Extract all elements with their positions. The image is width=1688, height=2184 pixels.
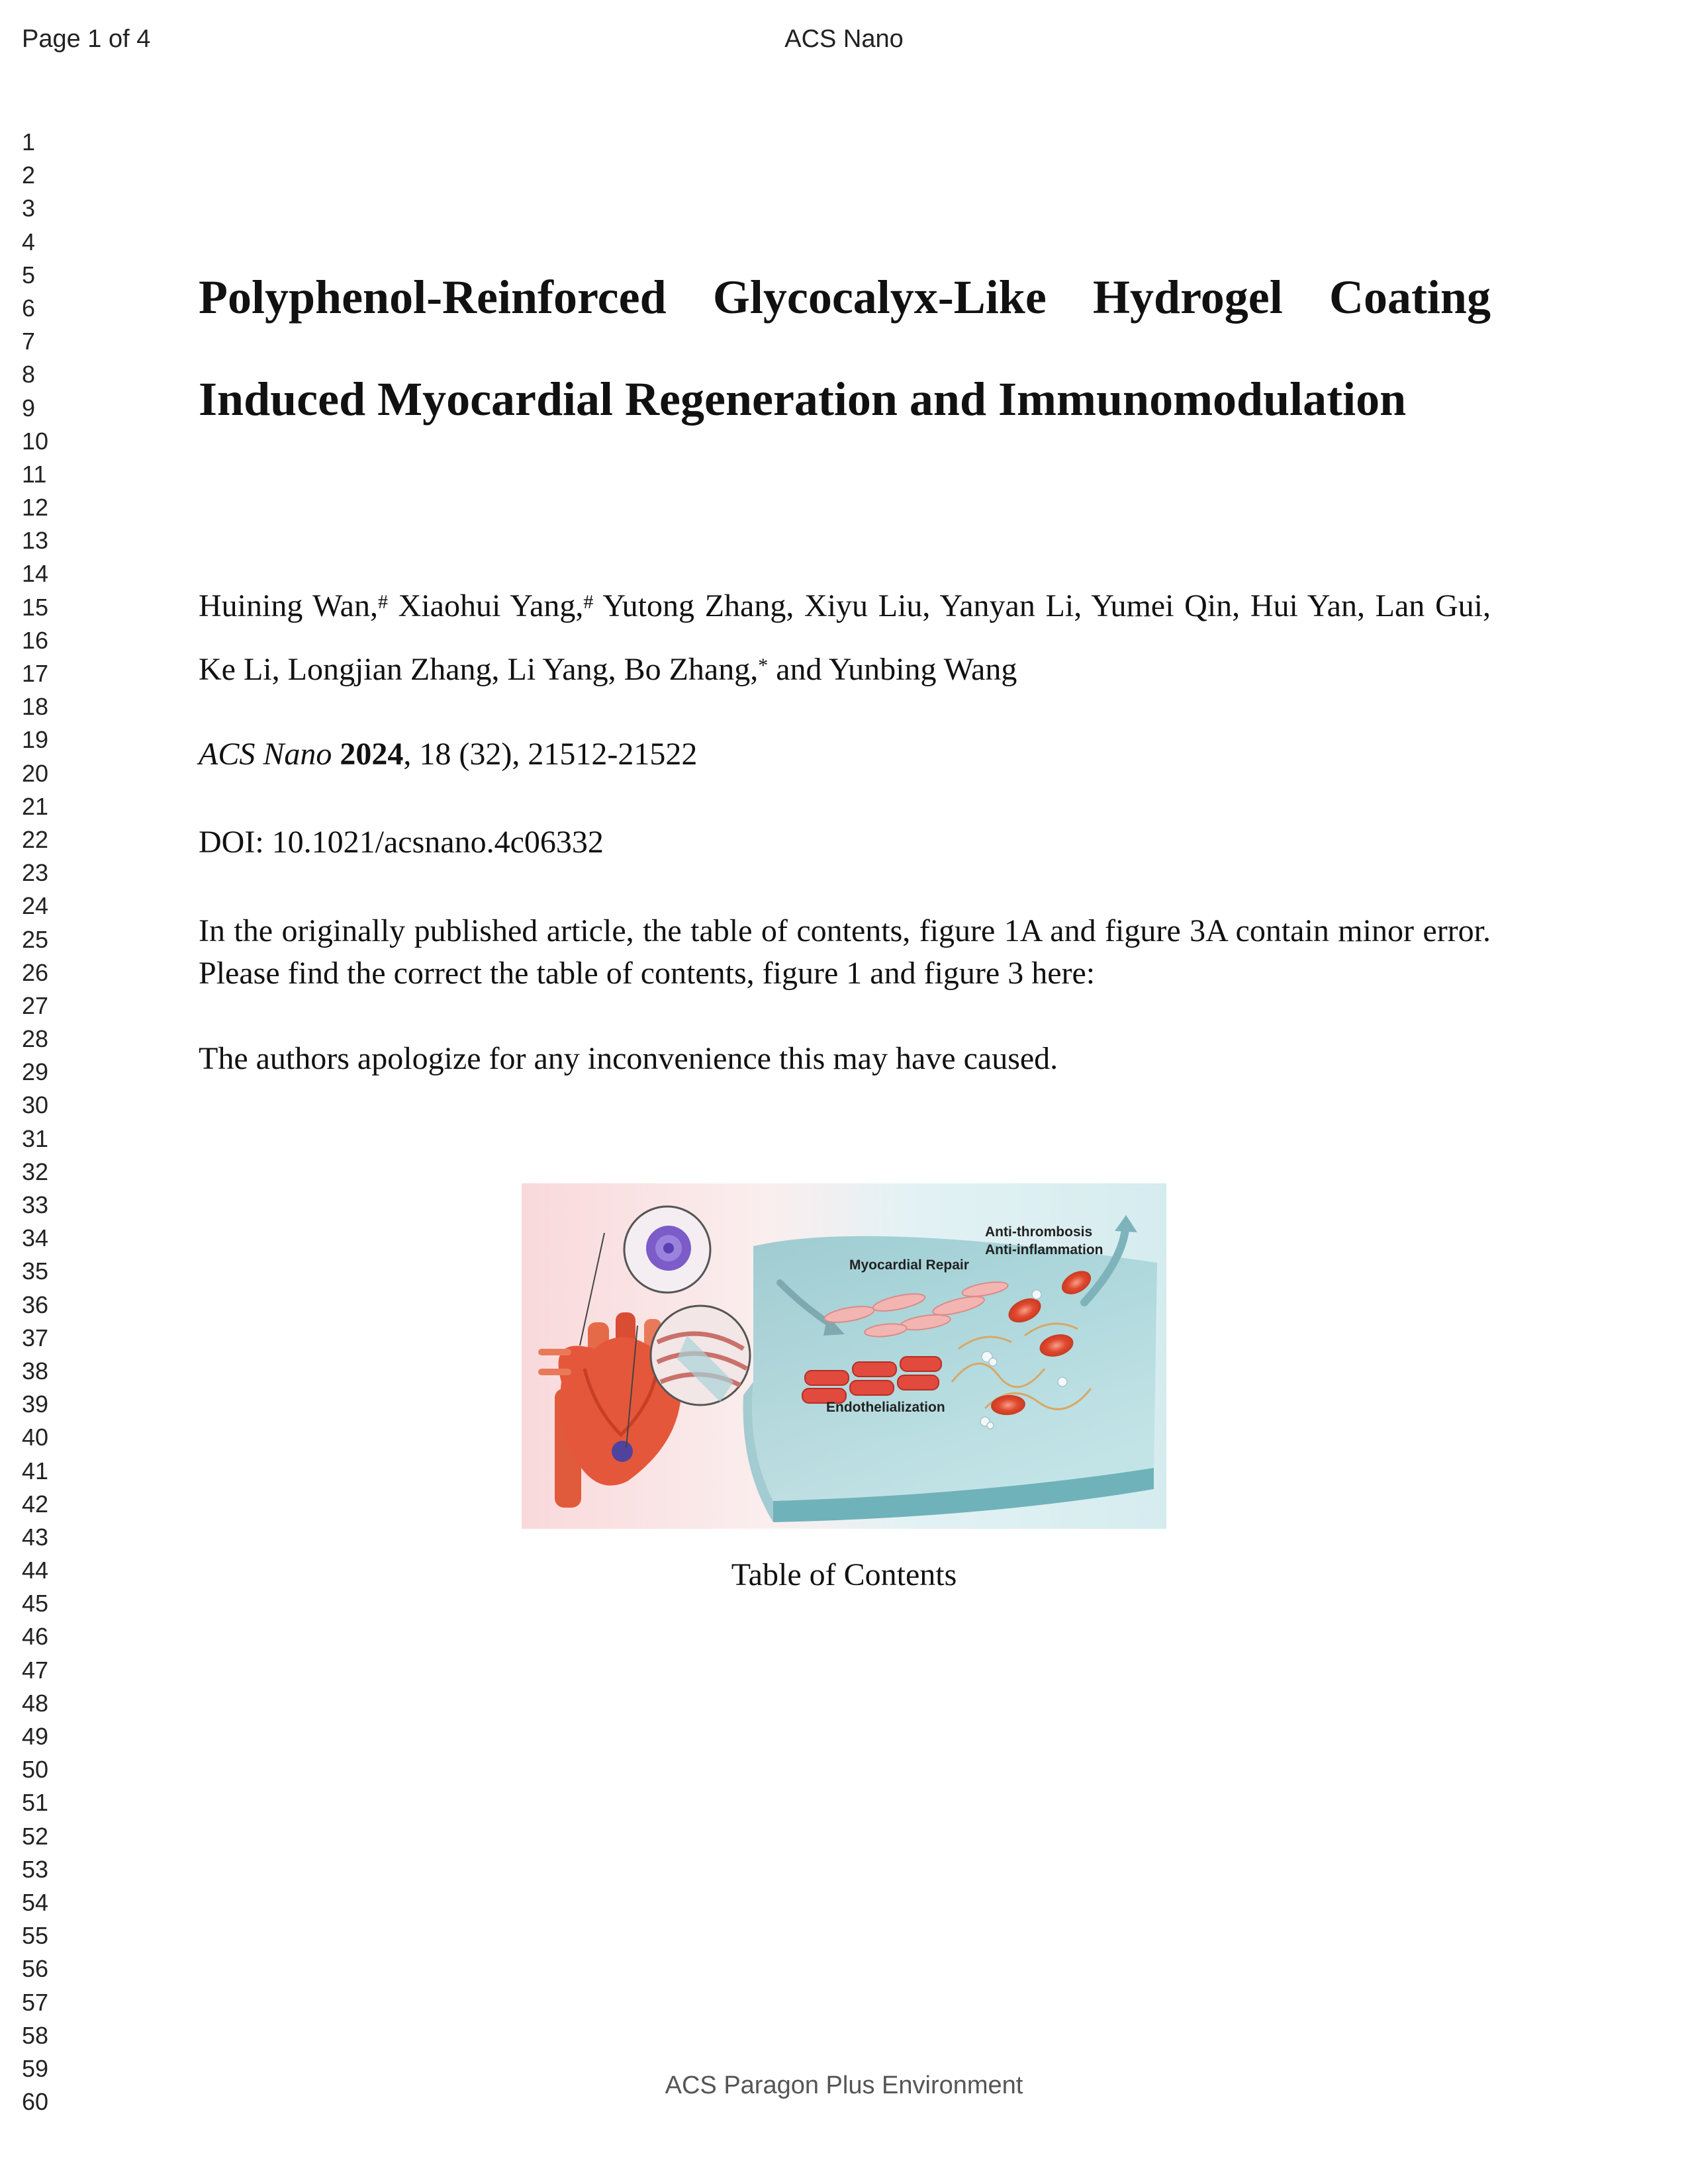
- line-number: 32: [22, 1158, 49, 1185]
- line-number: 33: [22, 1191, 49, 1218]
- line-number: 51: [22, 1789, 49, 1817]
- line-number: 26: [22, 958, 49, 986]
- equal-contribution-mark: #: [377, 591, 388, 613]
- journal-header: ACS Nano: [784, 25, 904, 53]
- line-number: 43: [22, 1523, 49, 1551]
- line-number: 29: [22, 1058, 49, 1086]
- line-numbers: [22, 126, 75, 2118]
- line-number: 3: [22, 195, 36, 222]
- title-word: Polyphenol-Reinforced: [199, 271, 667, 324]
- line-number: 13: [22, 527, 49, 555]
- line-number: 41: [22, 1457, 49, 1484]
- line-number: 8: [22, 361, 36, 388]
- endothelialization-label: Endothelialization: [826, 1400, 945, 1415]
- line-number: 16: [22, 626, 49, 654]
- line-number: 9: [22, 394, 36, 422]
- line-number: 20: [22, 759, 49, 787]
- line-number: 17: [22, 660, 49, 687]
- line-number: 23: [22, 859, 49, 887]
- line-number: 28: [22, 1025, 49, 1053]
- line-number: 56: [22, 1955, 49, 1983]
- line-number: 18: [22, 693, 49, 721]
- line-number: 49: [22, 1723, 49, 1750]
- author-name: Huining Wan,: [199, 588, 378, 623]
- line-number: 39: [22, 1390, 49, 1418]
- line-number: 31: [22, 1124, 49, 1152]
- line-number: 15: [22, 593, 49, 621]
- line-number: 34: [22, 1224, 49, 1252]
- line-number: 52: [22, 1822, 49, 1850]
- line-number: 54: [22, 1888, 49, 1916]
- author-list: [199, 574, 1491, 702]
- line-number: 40: [22, 1424, 49, 1451]
- line-number: 38: [22, 1357, 49, 1385]
- author-names: Yutong Zhang, Xiyu Liu, Yanyan Li, Yumei Qin, Hui Yan, Lan Gui, Ke Li, Longjian Zhang, Li Yang, Bo Zhang,: [199, 588, 1491, 687]
- anti-thrombosis-label: Anti-thrombosis: [985, 1224, 1093, 1240]
- line-number: 45: [22, 1590, 49, 1617]
- line-number: 53: [22, 1855, 49, 1883]
- line-number: 55: [22, 1922, 49, 1950]
- line-number: 6: [22, 294, 36, 322]
- line-number: 12: [22, 494, 49, 522]
- line-number: 58: [22, 2021, 49, 2049]
- equal-contribution-mark: #: [583, 591, 594, 613]
- line-number: 14: [22, 560, 49, 588]
- line-number: 5: [22, 261, 36, 289]
- title-word: Coating: [1329, 271, 1491, 324]
- doi: DOI: 10.1021/acsnano.4c06332: [199, 825, 604, 860]
- author-name: and Yunbing Wang: [768, 652, 1017, 687]
- apology-text: The authors apologize for any inconvenience this may have caused.: [199, 1041, 1058, 1076]
- line-number: 7: [22, 328, 36, 355]
- author-name: Xiaohui Yang,: [387, 588, 584, 623]
- anti-inflammation-label: Anti-inflammation: [985, 1242, 1103, 1257]
- line-number: 19: [22, 726, 49, 754]
- myocardial-repair-label: Myocardial Repair: [849, 1257, 969, 1273]
- line-number: 25: [22, 925, 49, 953]
- corresponding-author-mark: *: [758, 655, 769, 676]
- line-number: 42: [22, 1490, 49, 1518]
- title-word: Glycocalyx-Like: [712, 271, 1047, 324]
- line-number: 10: [22, 427, 49, 455]
- line-number: 11: [22, 460, 47, 488]
- line-number: 24: [22, 892, 49, 920]
- line-number: 50: [22, 1756, 49, 1784]
- page-indicator: Page 1 of 4: [22, 25, 151, 53]
- line-number: 59: [22, 2054, 49, 2082]
- citation-journal: ACS Nano: [199, 737, 332, 772]
- line-number: 22: [22, 825, 49, 853]
- title-word: Hydrogel: [1093, 271, 1283, 324]
- line-number: 47: [22, 1656, 49, 1684]
- line-number: 1: [22, 128, 36, 156]
- correction-note: In the originally published article, the table of contents, figure 1A and figure 3A contain minor error. Please find the correct the table of contents, figure 1 and figure 3 here:: [199, 913, 1491, 991]
- line-number: 37: [22, 1324, 49, 1351]
- line-number: 30: [22, 1091, 49, 1119]
- page-footer: ACS Paragon Plus Environment: [665, 2071, 1023, 2099]
- line-number: 27: [22, 991, 49, 1019]
- toc-figure: [522, 1183, 1166, 1529]
- line-number: 4: [22, 228, 36, 255]
- line-number: 46: [22, 1623, 49, 1651]
- line-number: 48: [22, 1689, 49, 1717]
- citation-year: 2024: [340, 737, 404, 772]
- line-number: 2: [22, 161, 36, 189]
- citation: [199, 736, 1491, 772]
- article-title-line-1: [199, 270, 1491, 325]
- article-title-line-2: Induced Myocardial Regeneration and Immunomodulation: [199, 373, 1407, 426]
- line-number: 21: [22, 792, 49, 820]
- line-number: 35: [22, 1257, 49, 1285]
- line-number: 44: [22, 1557, 49, 1584]
- toc-caption: Table of Contents: [731, 1557, 957, 1592]
- line-number: 60: [22, 2088, 49, 2116]
- line-number: 57: [22, 1988, 49, 2016]
- line-number: 36: [22, 1291, 49, 1318]
- citation-details: , 18 (32), 21512-21522: [403, 737, 698, 772]
